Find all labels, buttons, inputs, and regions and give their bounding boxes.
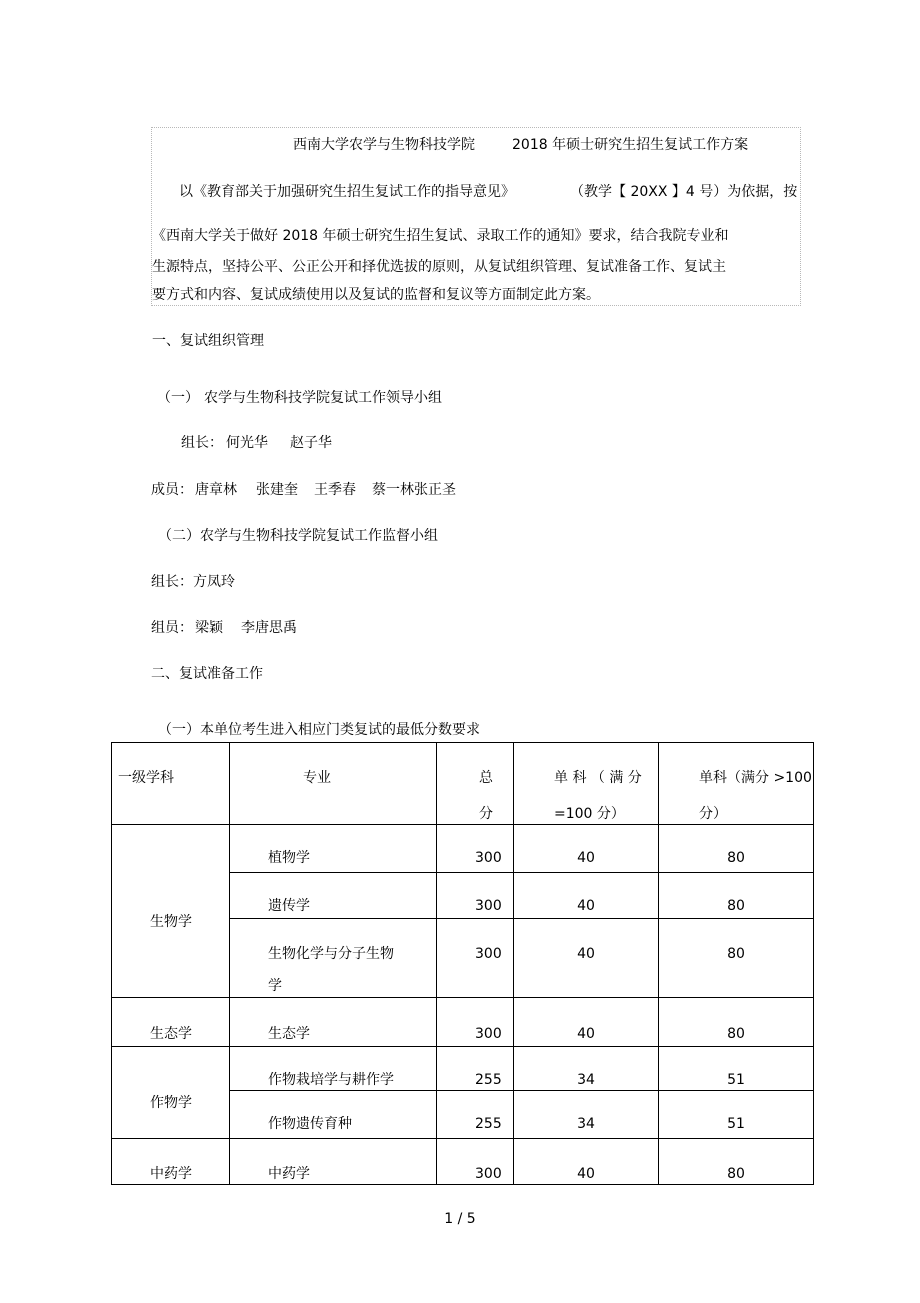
singleover-cell: 80 <box>659 998 814 1047</box>
header-major: 专业 <box>230 743 437 825</box>
table-row <box>112 998 814 1047</box>
section1-heading: 一、复试组织管理 <box>152 333 264 349</box>
group1-leader: 何光华 <box>226 435 268 451</box>
total-cell: 255 <box>437 1047 514 1091</box>
group2-member: 梁颖 <box>195 620 223 636</box>
major-cell: 中药学 <box>230 1139 437 1185</box>
title-doc: 2018 年硕士研究生招生复试工作方案 <box>512 137 749 153</box>
discipline-cell: 生物学 <box>112 825 230 998</box>
discipline-cell: 中药学 <box>112 1139 230 1185</box>
group1-member: 张建奎 <box>256 482 298 498</box>
singleover-cell: 80 <box>659 825 814 873</box>
singleover-cell: 80 <box>659 1139 814 1185</box>
intro-line-4: 要方式和内容、复试成绩使用以及复试的监督和复议等方面制定此方案。 <box>152 287 600 303</box>
total-cell: 300 <box>437 1139 514 1185</box>
group1-member: 蔡一林张正圣 <box>372 482 456 498</box>
page-number: 1 / 5 <box>444 1211 476 1227</box>
total-cell: 300 <box>437 919 514 998</box>
major-cell: 作物遗传育种 <box>230 1091 437 1139</box>
total-cell: 300 <box>437 873 514 919</box>
single100-cell: 40 <box>514 873 659 919</box>
score-table <box>111 742 814 1185</box>
singleover-cell: 51 <box>659 1047 814 1091</box>
intro-line-1b: （教学【 20XX 】4 号）为依据，按 <box>570 184 798 200</box>
group2-member: 李唐思禹 <box>241 620 297 636</box>
group1-num: （一） <box>157 390 199 406</box>
total-cell: 255 <box>437 1091 514 1139</box>
group2-leader: 组长：方凤玲 <box>151 574 235 590</box>
intro-line-3: 生源特点，坚持公平、公正公开和择优选拔的原则，从复试组织管理、复试准备工作、复试主 <box>152 259 726 275</box>
intro-line-2: 《西南大学关于做好 2018 年硕士研究生招生复试、录取工作的通知》要求，结合我院专业和 <box>152 228 729 244</box>
table-row <box>112 825 814 873</box>
header-single-100: 单 科 （ 满 分 =100 分） <box>514 743 659 825</box>
single100-cell: 34 <box>514 1047 659 1091</box>
major-cell: 生态学 <box>230 998 437 1047</box>
section2-heading: 二、复试准备工作 <box>151 666 263 682</box>
table-header-row <box>112 743 814 825</box>
major-cell: 作物栽培学与耕作学 <box>230 1047 437 1091</box>
group1-leader: 赵子华 <box>290 435 332 451</box>
singleover-cell: 80 <box>659 919 814 998</box>
header-single-over-100: 单科（满分 >100 分） <box>659 743 814 825</box>
singleover-cell: 51 <box>659 1091 814 1139</box>
single100-cell: 40 <box>514 998 659 1047</box>
group1-member: 王季春 <box>314 482 356 498</box>
group2-title: （二）农学与生物科技学院复试工作监督小组 <box>158 528 438 544</box>
table-row <box>112 1139 814 1185</box>
header-total: 总 分 <box>437 743 514 825</box>
header-discipline: 一级学科 <box>112 743 230 825</box>
major-cell: 遗传学 <box>230 873 437 919</box>
single100-cell: 34 <box>514 1091 659 1139</box>
group2-member-label: 组员： <box>151 620 193 636</box>
intro-line-1a: 以《教育部关于加强研究生招生复试工作的指导意见》 <box>179 184 515 200</box>
major-cell: 植物学 <box>230 825 437 873</box>
group1-member: 唐章林 <box>195 482 237 498</box>
total-cell: 300 <box>437 825 514 873</box>
group1-title: 农学与生物科技学院复试工作领导小组 <box>204 390 442 406</box>
single100-cell: 40 <box>514 825 659 873</box>
discipline-cell: 生态学 <box>112 998 230 1047</box>
single100-cell: 40 <box>514 1139 659 1185</box>
total-cell: 300 <box>437 998 514 1047</box>
group1-leader-label: 组长： <box>181 435 223 451</box>
group1-member-label: 成员： <box>151 482 193 498</box>
single100-cell: 40 <box>514 919 659 998</box>
singleover-cell: 80 <box>659 873 814 919</box>
discipline-cell: 作物学 <box>112 1047 230 1139</box>
major-cell: 生物化学与分子生物 学 <box>230 919 437 998</box>
title-college: 西南大学农学与生物科技学院 <box>293 137 475 153</box>
table-row <box>112 1047 814 1091</box>
section2-sub1: （一）本单位考生进入相应门类复试的最低分数要求 <box>158 722 480 738</box>
